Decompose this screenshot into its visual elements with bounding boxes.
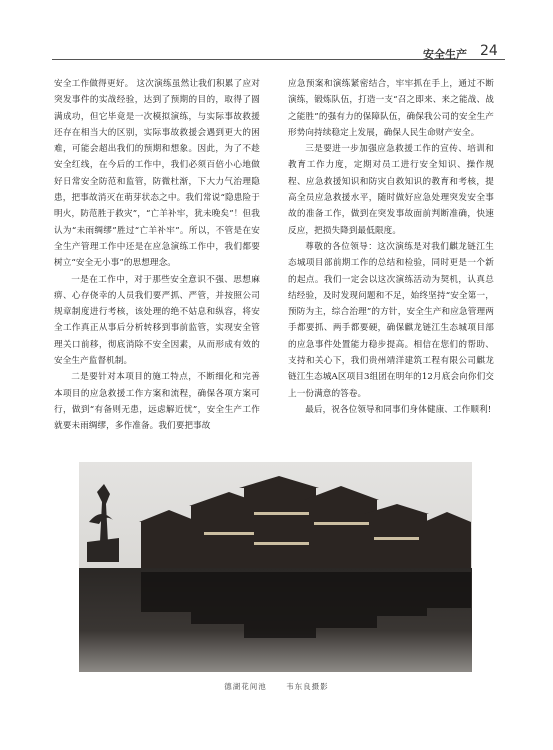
paragraph: 二是要针对本项目的施工特点，不断细化和完善本项目的应急救援工作方案和流程，确保各项方案可行，做到“有备则无患，远虑解近忧”，安全生产工作就要未雨绸缪，多作准备。我们要把事故 — [54, 372, 260, 432]
caption-author: 韦东良摄影 — [286, 682, 329, 691]
paragraph: 尊敬的各位领导：这次演练是对我们麒龙链江生态城项目部前期工作的总结和检验，同时更是一个新的起点。我们一定会以这次演练活动为契机，认真总结经验，及时发现问题和不足，始终坚持“安全第一，预防为主，综合治理”的方针，安全生产和应急管理两手都要抓、两手都要硬，确保麒龙链江生态城项目部的应急事件处置能力稳步提高。相信在您们的帮助、支持和关心下，我们贵州靖洋建筑工程有限公司麒龙链江生态城A区项目3组团在明年的12月底会向你们交上一份满意的答卷。 — [288, 241, 494, 399]
right-column — [288, 76, 494, 418]
paragraph: 应急预案和演练紧密结合，牢牢抓在手上，通过不断演练，锻炼队伍，打造一支“召之即来、来之能战、战之能胜”的强有力的保障队伍，确保我公司的安全生产形势向持续稳定上发展，确保人民生命财产安全。 — [288, 79, 494, 138]
photo-caption — [0, 681, 553, 692]
landscape-photo — [79, 462, 472, 672]
photo-illustration — [79, 462, 472, 672]
section-label: 安全生产 — [423, 48, 467, 61]
left-column — [54, 76, 260, 435]
paragraph: 三是要进一步加强应急救援工作的宣传、培训和教育工作力度，定期对员工进行安全知识、操作规程、应急救援知识和防灾自救知识的教育和考核，提高全员应急救援水平，随时做好应急处理突发安全事故的准备工作，做到在突发事故面前判断准确，快速反应，把损失降到最低限度。 — [288, 144, 494, 236]
page-number: 24 — [480, 43, 498, 59]
paragraph: 最后，祝各位领导和同事们身体健康、工作顺利! — [305, 404, 492, 415]
paragraph: 一是在工作中，对于那些安全意识不强、思想麻痹、心存侥幸的人员我们要严抓、严管，并按照公司规章制度进行考核，该处理的绝不姑息和纵容，将安全工作真正从事后分析转移到事前监管，实现安全管理关口前移，彻底消除不安全因素，从而形成有效的安全生产监督机制。 — [54, 274, 260, 367]
caption-title: 德湖花间池 — [224, 682, 267, 691]
paragraph: 安全工作做得更好。 这次演练虽然让我们积累了应对突发事件的实战经验，达到了预期的目的，取得了圆满成功，但它毕竟是一次模拟演练，与实际事故救援还存在相当大的区别，实际事故救援会遇到更大的困难，可能会超出我们的预期和想象。因此，为了不趁安全红线，在今后的工作中，我们必须百倍小心地做好日常安全防范和监管，防微杜渐，下大力气治理隐患，把事故消灭在萌芽状态之中。我们常说“隐患险于明火，防范胜于救灾”，“亡羊补牢，犹未晚矣”！但我认为“未雨绸缪”胜过“亡羊补牢”。所以，不管是在安全生产管理工作中还是在应急演练工作中，我们都要树立“安全无小事”的思想理念。 — [54, 79, 260, 269]
